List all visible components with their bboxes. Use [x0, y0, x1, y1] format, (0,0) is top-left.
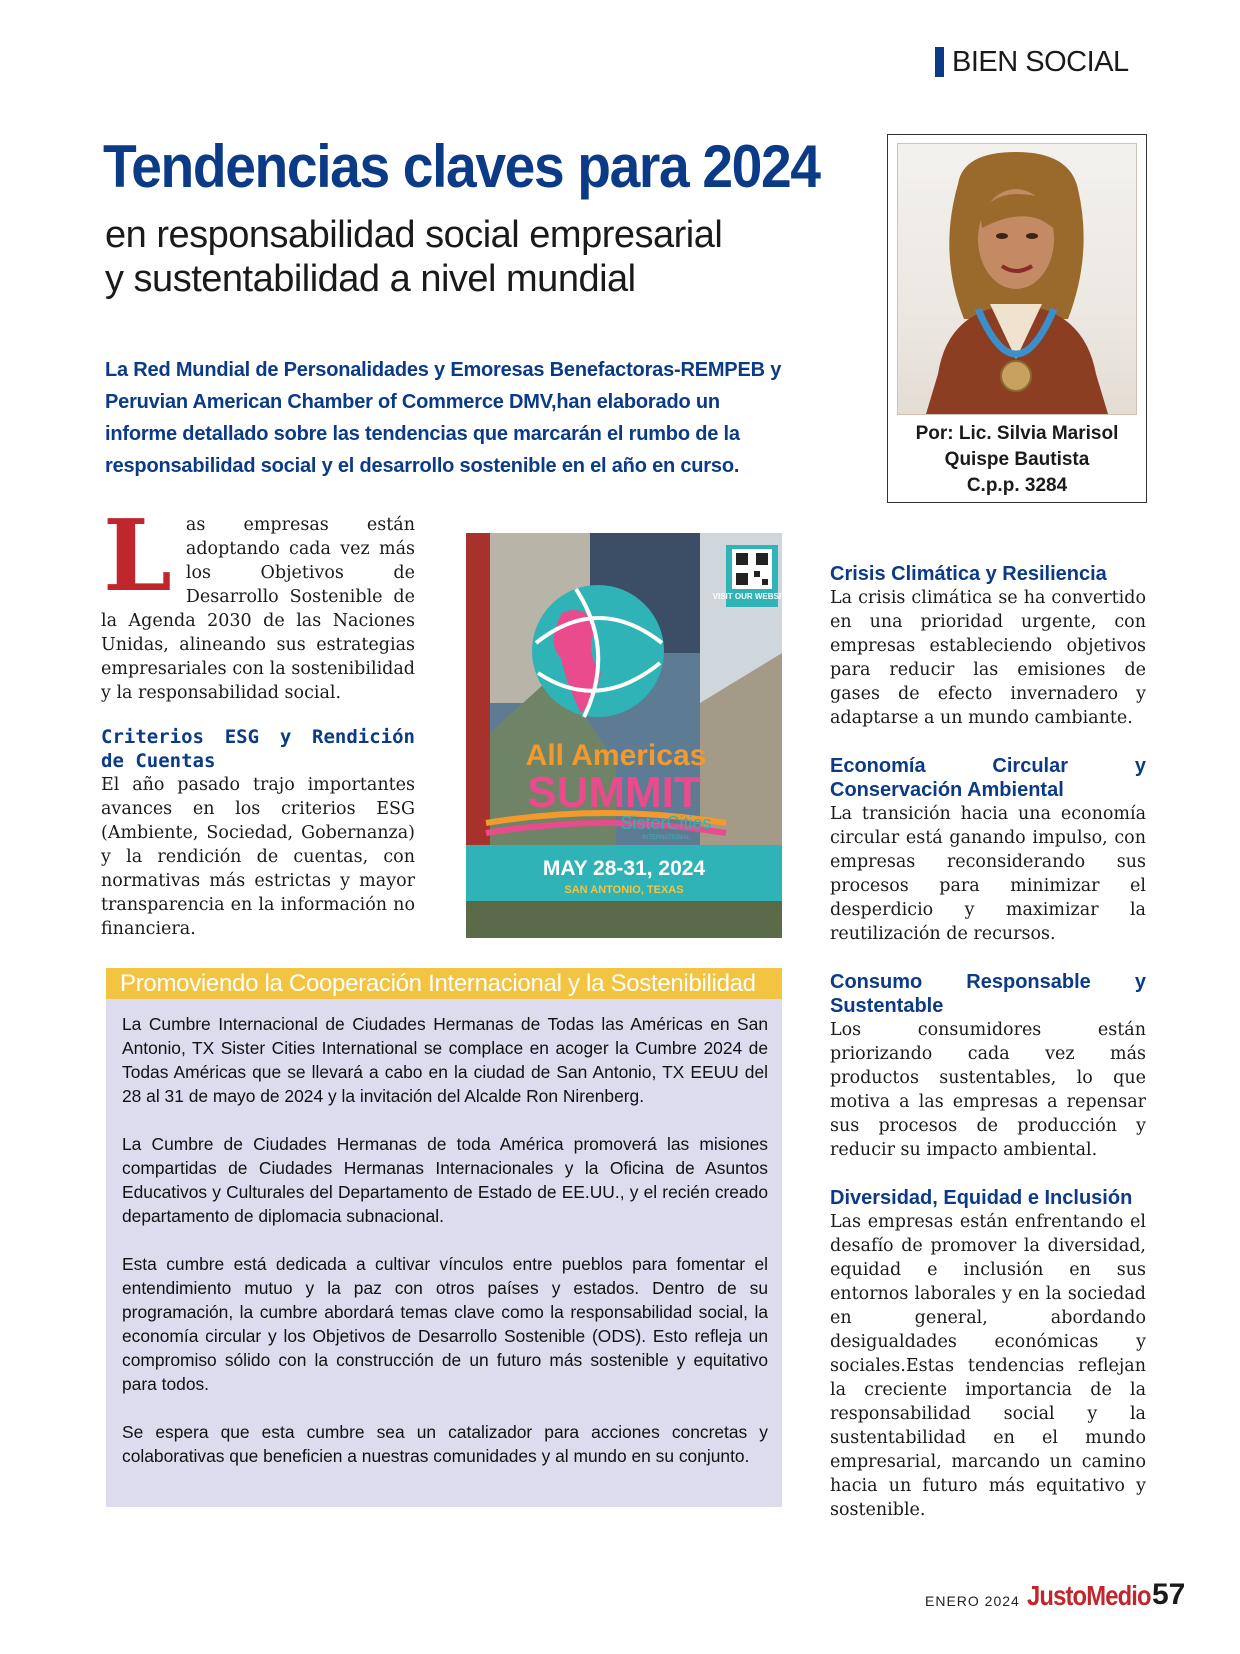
summit-poster: [466, 533, 792, 938]
poster-title-top: All Americas: [525, 739, 707, 772]
box-paragraph-1: La Cumbre Internacional de Ciudades Hermanas de Todas las Américas en San Antonio, TX Sister Cities International se complace en acoger la Cumbre 2024 de Todas Américas que se llevará a cabo en la ciudad de San Antonio, TX EEUU del 28 al 31 de mayo de 2024 y la invitación del Alcalde Ron Nirenberg.: [122, 1014, 768, 1106]
author-photo: [897, 143, 1137, 415]
right-column: [830, 562, 1146, 1546]
page-number: 57: [1152, 1578, 1186, 1611]
sidebar-box-heading: [106, 968, 782, 999]
section-tag-bar: [935, 47, 944, 77]
climate-heading: Crisis Climática y Resiliencia: [830, 563, 1107, 585]
circular-economy-heading: Economía Circular y Conservación Ambiental: [830, 755, 1146, 801]
poster-title-main: SUMMIT: [527, 768, 701, 817]
author-name-line-2: Quispe Bautista: [944, 449, 1090, 470]
circular-economy-text: La transición hacia una economía circular está ganando impulso, con empresas reconsiderando sus procesos para minimizar el desperdicio y maximizar la reutilización de recursos.: [830, 804, 1146, 944]
author-name-line-1: Por: Lic. Silvia Marisol: [915, 423, 1119, 444]
summit-poster-art: [466, 533, 792, 938]
box-paragraph-4: Se espera que esta cumbre sea un catalizador para acciones concretas y colaborativas que beneficien a nuestras comunidades y al mundo en su conjunto.: [122, 1422, 768, 1466]
subtitle-line-2: y sustentabilidad a nivel mundial: [105, 258, 636, 300]
sidebar-box: [106, 999, 782, 1507]
diversity-text: Las empresas están enfrentando el desafío de promover la diversidad, equidad e inclusión en sus entornos laborales y en la sociedad en general, abordando desigualdades económicas y sociales.Estas tendencias reflejan la creciente importancia de la responsabilidad social y la sustentabilidad en el mundo empresarial, marcando un camino hacia un futuro más equitativo y sostenible.: [830, 1212, 1146, 1520]
article-title: Tendencias claves para 2024: [103, 133, 820, 200]
section-responsible-consumption: [830, 970, 1146, 1162]
responsible-consumption-heading: Consumo Responsable y Sustentable: [830, 971, 1146, 1017]
climate-text: La crisis climática se ha convertido en una prioridad urgente, con empresas estableciendo objetivos para reducir las emisiones de gases de efecto invernadero y adaptarse a un mundo cambiante.: [830, 588, 1146, 728]
section-climate: [830, 562, 1146, 730]
box-paragraph-2: La Cumbre de Ciudades Hermanas de toda América promoverá las misiones compartidas de Ciudades Hermanas Internacionales y la Oficina de Asuntos Educativos y Culturales del Departamento de Estado de EE.UU., y el recién creado departamento de diplomacia subnacional.: [122, 1134, 768, 1226]
diversity-heading: Diversidad, Equidad e Inclusión: [830, 1187, 1133, 1209]
section-diversity: [830, 1186, 1146, 1522]
box-paragraph-3: Esta cumbre está dedicada a cultivar vínculos entre pueblos para fomentar el entendimiento mutuo y la paz con otros países y estados. Dentro de su programación, la cumbre abordará temas clave como la responsabilidad social, la economía circular y los Objetivos de Desarrollo Sostenible (ODS). Esto refleja un compromiso sólido con la construcción de un futuro más sostenible y equitativo para todos.: [122, 1254, 768, 1394]
author-license: C.p.p. 3284: [966, 475, 1068, 496]
left-column: [101, 499, 415, 941]
footer-brand-logo: JustoMedio: [1027, 1580, 1151, 1611]
subtitle-line-1: en responsabilidad social empresarial: [105, 214, 723, 256]
poster-org-sub: INTERNATIONAL: [642, 835, 690, 841]
author-portrait-illustration: [898, 144, 1136, 414]
article-subtitle: [105, 213, 825, 301]
poster-place: SAN ANTONIO, TEXAS: [564, 884, 684, 896]
qr-label: VISIT OUR WEBSITE: [712, 592, 792, 601]
poster-org: SisterCities: [620, 813, 712, 833]
section-tag: [935, 46, 1129, 78]
author-box: [887, 134, 1147, 503]
footer-date: ENERO 2024: [925, 1593, 1020, 1609]
esg-heading: Criterios ESG y Rendición de Cuentas: [101, 726, 415, 772]
intro-text: as empresas están adoptando cada vez más los Objetivos de Desarrollo Sostenible de la Agenda 2030 de las Naciones Unidas, alineando sus estrategias empresariales con la sostenibilidad y la responsabilidad social.: [101, 515, 415, 703]
responsible-consumption-text: Los consumidores están priorizando cada vez más productos sustentables, lo que motiva a las empresas a repensar sus procesos de producción y reducir su impacto ambiental.: [830, 1020, 1146, 1160]
sidebar-box-heading-text: Promoviendo la Cooperación Internacional y la Sostenibilidad: [120, 970, 756, 997]
section-circular-economy: [830, 754, 1146, 946]
poster-dates: MAY 28-31, 2024: [542, 857, 706, 880]
esg-text: El año pasado trajo importantes avances en los criterios ESG (Ambiente, Sociedad, Gobernanza) y la rendición de cuentas, con normativas más estrictas y mayor transparencia en la información no financiera.: [101, 775, 415, 939]
author-caption: [888, 421, 1146, 499]
drop-cap: L: [103, 499, 172, 614]
section-tag-label: BIEN SOCIAL: [952, 45, 1129, 78]
lead-paragraph: La Red Mundial de Personalidades y Emoresas Benefactoras-REMPEB y Peruvian American Chamber of Commerce DMV,han elaborado un informe detallado sobre las tendencias que marcarán el rumbo de la responsabilidad social y el desarrollo sostenible en el año en curso.: [105, 359, 782, 477]
intro-paragraph: [101, 499, 415, 705]
